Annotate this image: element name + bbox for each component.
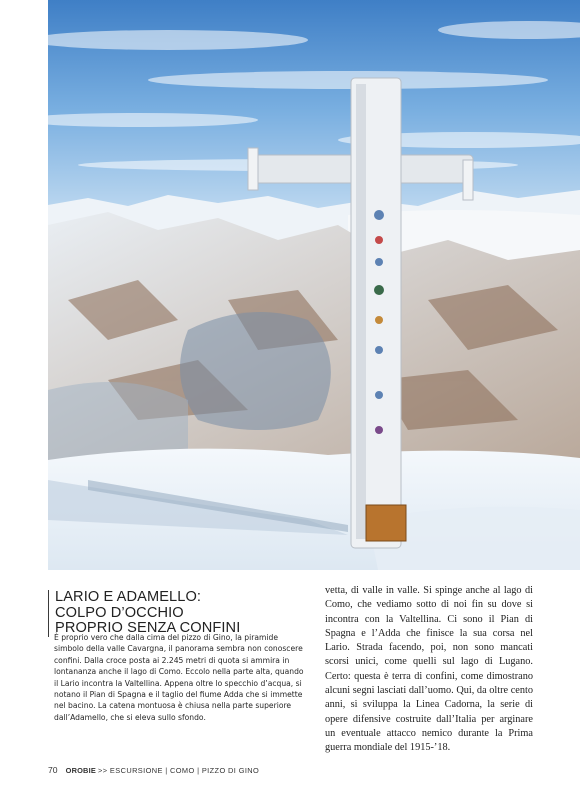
magazine-name: OROBIE [65, 766, 96, 775]
headline-line: PROPRIO SENZA CONFINI [55, 620, 241, 636]
page-footer [48, 764, 568, 776]
headline-line: COLPO D’OCCHIO [55, 604, 184, 621]
headline-line: LARIO E ADAMELLO: [55, 589, 202, 605]
summit-cross-photo [48, 0, 580, 570]
photo-caption [54, 632, 304, 723]
article-body [325, 584, 533, 756]
caption-text: È proprio vero che dalla cima del pizzo di Gino, la piramide simbolo della valle Cavargna, il panorama sembra non conoscere confini. Dalla croce posta ai 2.245 metri di quota si ammira in lontananza anche il lago di Como. Eccolo nella parte alta, quando il Lario incontra la Valtellina. Appena oltre lo specchio d’acqua, si notano il Pian di Spagna e il taglio del fiume Adda che si immette nel bacino. La catena montuosa è chiusa nella parte superiore dall’Adamello, che si eleva sullo sfondo. [54, 633, 304, 722]
headline [48, 590, 305, 637]
body-paragraph: vetta, di valle in valle. Si spinge anche al lago di Como, che vediamo sotto di noi fin su dove si incontra con la Valtellina. Ci sono il Pian di Spagna e l’Adda che finisce la sua corsa nel Lario. Strada facendo, poi, non sono mancati scorsi unici, come quelli sul lago di Lugano. Certo: questa è terra di confini, come dimostrano alcuni segni lasciati dall’uomo. Qui, da oltre cento anni, si sviluppa la Linea Cadorna, la serie di opere difensive costruite dall’Italia per arginare un eventuale attacco nemico durante la Prima guerra mondiale del 1915-’18. [325, 585, 533, 754]
section-breadcrumb: >> ESCURSIONE | COMO | PIZZO DI GINO [98, 766, 260, 775]
page-number: 70 [48, 765, 58, 775]
